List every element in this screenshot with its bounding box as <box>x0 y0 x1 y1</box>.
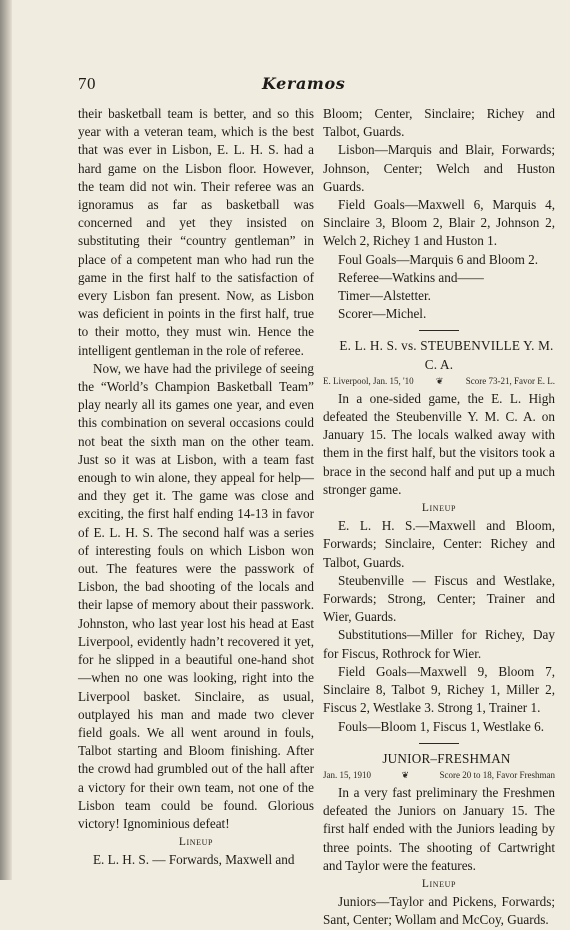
left-paragraph-1: their basketball team is better, and so this year with a veteran team, which is the best that was ever in Lisbon, E. L. H. S. had a hard game on the Lisbon floor. However, the team did not win. Their referee was an ignoramus as far as basketball was concerned and yet they insisted on substituting their “country gentleman” in place of a competent man who had run the game in the first half to the satisfaction of every Lisbon fan present. Now, as Lisbon was deficient in points in the first half, true to their motto, they must win. Hence the intelligent gentleman in the role of referee. <box>78 106 314 358</box>
timer-line: Timer—Alstetter. <box>338 288 431 304</box>
lineup-lisbon: Lisbon—Marquis and Blair, Forwards; Johnson, Center; Welch and Huston Guards. <box>323 142 555 194</box>
field-goals-lisbon-game: Field Goals—Maxwell 6, Marquis 4, Sinclaire 3, Bloom 2, Blair 2, Johnson 2, Welch 2, Richey 1 and Huston 1. <box>323 197 555 249</box>
steubenville-game-title: E. L. H. S. vs. STEUBENVILLE Y. M. C. A. <box>339 338 554 372</box>
referee-line: Referee—Watkins and—— <box>338 269 484 285</box>
lineup-heading-lisbon: Lineup <box>178 836 214 849</box>
lineup-heading-steubenville: Lineup <box>421 502 457 515</box>
section-divider <box>419 743 459 744</box>
junior-freshman-date: Jan. 15, 1910 <box>323 769 371 780</box>
left-paragraph-2: Now, we have had the privilege of seeing the “World’s Champion Basketball Team” play nearly all its games one year, and even this combination on several occasions could not beat the sixth man on the other team. Just so it was at Lisbon, with a team fast enough to win alone, they appeal for help—and they get it. The game was close and exciting, the first half ending 14-13 in favor of E. L. H. S. The second half was a series of interesting fouls on which Lisbon won out. The features were the passwork of Lisbon, the bad shooting of the locals and their lapse of memory about their passwork. Johnston, who last year lost his head at East Liverpool, evidently hadn’t recovered it yet, for he slipped in a beautiful one-hand shot—when no one was looking, right into the Liverpool basket. Sinclaire, as usual, outplayed his man and made two clever field goals. We all went around in fouls, Talbot starting and Bloom finishing. After the crowd had grumbled out of the hall after a victory for their own team, not one of the Lisbon team could be found. Glorious victory! Ignominious defeat! <box>78 360 314 831</box>
fouls-steubenville-game: Fouls—Bloom 1, Fiscus 1, Westlake 6. <box>338 718 545 734</box>
junior-freshman-score: Score 20 to 18, Favor Freshman <box>439 769 555 780</box>
lineup-heading-junior-freshman: Lineup <box>421 877 457 890</box>
lineup-elhs-continued: Bloom; Center, Sinclaire; Richey and Talbot, Guards. <box>323 106 555 140</box>
lineup-juniors: Juniors—Taylor and Pickens, Forwards; Sant, Center; Wollam and McCoy, Guards. <box>323 894 555 928</box>
book-binding-shadow <box>0 0 12 880</box>
lineup-steubenville: Steubenville — Fiscus and Westlake, Forwards; Strong, Center; Trainer and Wier, Guards. <box>323 572 555 625</box>
steubenville-date: E. Liverpool, Jan. 15, '10 <box>323 375 414 386</box>
steubenville-report: In a one-sided game, the E. L. High defeated the Steubenville Y. M. C. A. on January 15. The locals walked away with them in the first half, but the visitors took a brace in the second half and put up a much stronger game. <box>323 390 555 497</box>
right-column <box>323 105 555 930</box>
running-title: Keramos <box>262 74 346 93</box>
junior-freshman-title: JUNIOR–FRESHMAN <box>382 750 511 766</box>
fleuron-icon: ❦ <box>401 769 410 780</box>
lineup-elhs-steubenville: E. L. H. S.—Maxwell and Bloom, Forwards; Sinclaire, Center: Richey and Talbot, Guards. <box>323 518 555 570</box>
fleuron-icon: ❦ <box>435 375 444 386</box>
section-divider <box>419 330 459 331</box>
scorer-line: Scorer—Michel. <box>338 306 427 322</box>
junior-freshman-report: In a very fast preliminary the Freshmen defeated the Juniors on January 15. The first half ended with the Juniors leading by three points. The shooting of Cartwright and Taylor were the features. <box>323 784 555 873</box>
field-goals-steubenville-game: Field Goals—Maxwell 9, Bloom 7, Sinclaire 8, Talbot 9, Richey 1, Miller 2, Fiscus 2, Westlake 3. Strong 1, Trainer 1. <box>323 663 555 716</box>
steubenville-score: Score 73-21, Favor E. L. <box>465 375 555 386</box>
left-column <box>78 105 314 870</box>
steubenville-game-meta <box>323 375 555 388</box>
substitutions-line: Substitutions—Miller for Richey, Day for Fiscus, Rothrock for Wier. <box>323 627 555 661</box>
junior-freshman-meta <box>323 769 555 782</box>
page-number: 70 <box>78 74 96 93</box>
foul-goals-lisbon-game: Foul Goals—Marquis 6 and Bloom 2. <box>338 251 539 267</box>
lineup-elhs-start: E. L. H. S. — Forwards, Maxwell and <box>93 852 295 868</box>
